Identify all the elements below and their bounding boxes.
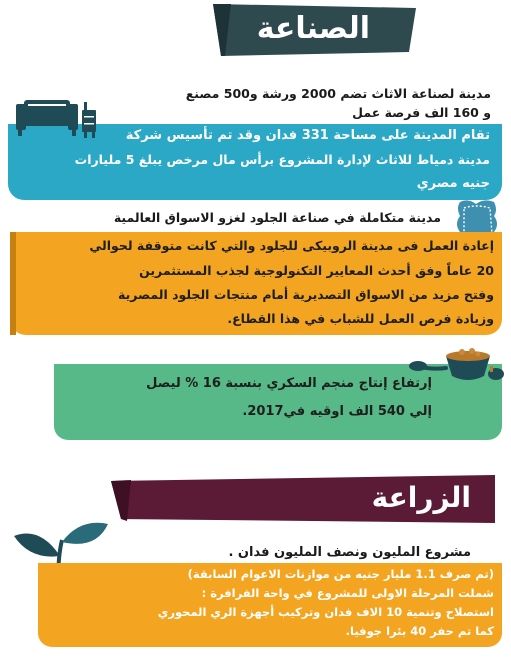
- leather-heading: مدينة متكاملة في صناعة الجلود لغزو الاسواق العالمية: [113, 210, 441, 225]
- furniture-intro-line2: و 160 الف فرصة عمل: [352, 105, 491, 120]
- agriculture-box-line1: (تم صرف 1.1 مليار جنيه من موازنات الاعوام السابقة): [187, 567, 494, 581]
- agriculture-banner: [111, 475, 495, 523]
- agriculture-info-box: [38, 563, 502, 647]
- furniture-box-line1: تقام المدينة على مساحة 331 فدان وقد تم تأسيس شركة: [125, 128, 490, 143]
- leather-box-line1: إعادة العمل فى مدينة الروبيكى للجلود والتي كانت متوقفة لحوالي: [89, 238, 494, 253]
- leather-box-line2: 20 عاماً وفق أحدث المعايير التكنولوجية لجذب المستثمرين: [139, 263, 494, 278]
- furniture-box-line3: جنيه مصري: [416, 176, 490, 191]
- sugar-box-line2: إلي 540 الف اوقيه في2017.: [242, 404, 432, 419]
- furniture-box-line2: مدينة دمياط للاثاث لإدارة المشروع برأس مال مرخص يبلغ 5 مليارات: [74, 152, 490, 167]
- agriculture-box-line3: استصلاح وتنمية 10 الاف فدان وتركيب أجهزة الري المحوري: [157, 605, 494, 619]
- leather-box-line4: وزيادة فرص العمل للشباب في هذا القطاع.: [227, 311, 494, 326]
- leather-info-box: [10, 232, 502, 335]
- sugar-bowl-icon: [406, 336, 506, 388]
- agriculture-box-line2: شملت المرحلة الاولى للمشروع في واحة الفرافرة :: [201, 586, 494, 600]
- industry-title: الصناعة: [256, 11, 370, 46]
- furniture-sofa-icon: [10, 96, 100, 142]
- sugar-box-line1: إرتفاع إنتاج منجم السكري بنسبة 16 % ليصل: [146, 376, 432, 391]
- furniture-intro-line1: مدينة لصناعة الاثاث تضم 2000 ورشة و500 مصنع: [185, 86, 491, 101]
- industry-banner: [213, 4, 416, 56]
- agriculture-box-line4: كما تم حفر 40 بئرا جوفيا.: [345, 624, 494, 638]
- agriculture-title: الزراعة: [371, 481, 471, 514]
- agriculture-heading: مشروع المليون ونصف المليون فدان .: [228, 545, 471, 560]
- leather-box-line3: وفتح مزيد من الاسواق التصديرية أمام منتجات الجلود المصرية: [118, 287, 494, 302]
